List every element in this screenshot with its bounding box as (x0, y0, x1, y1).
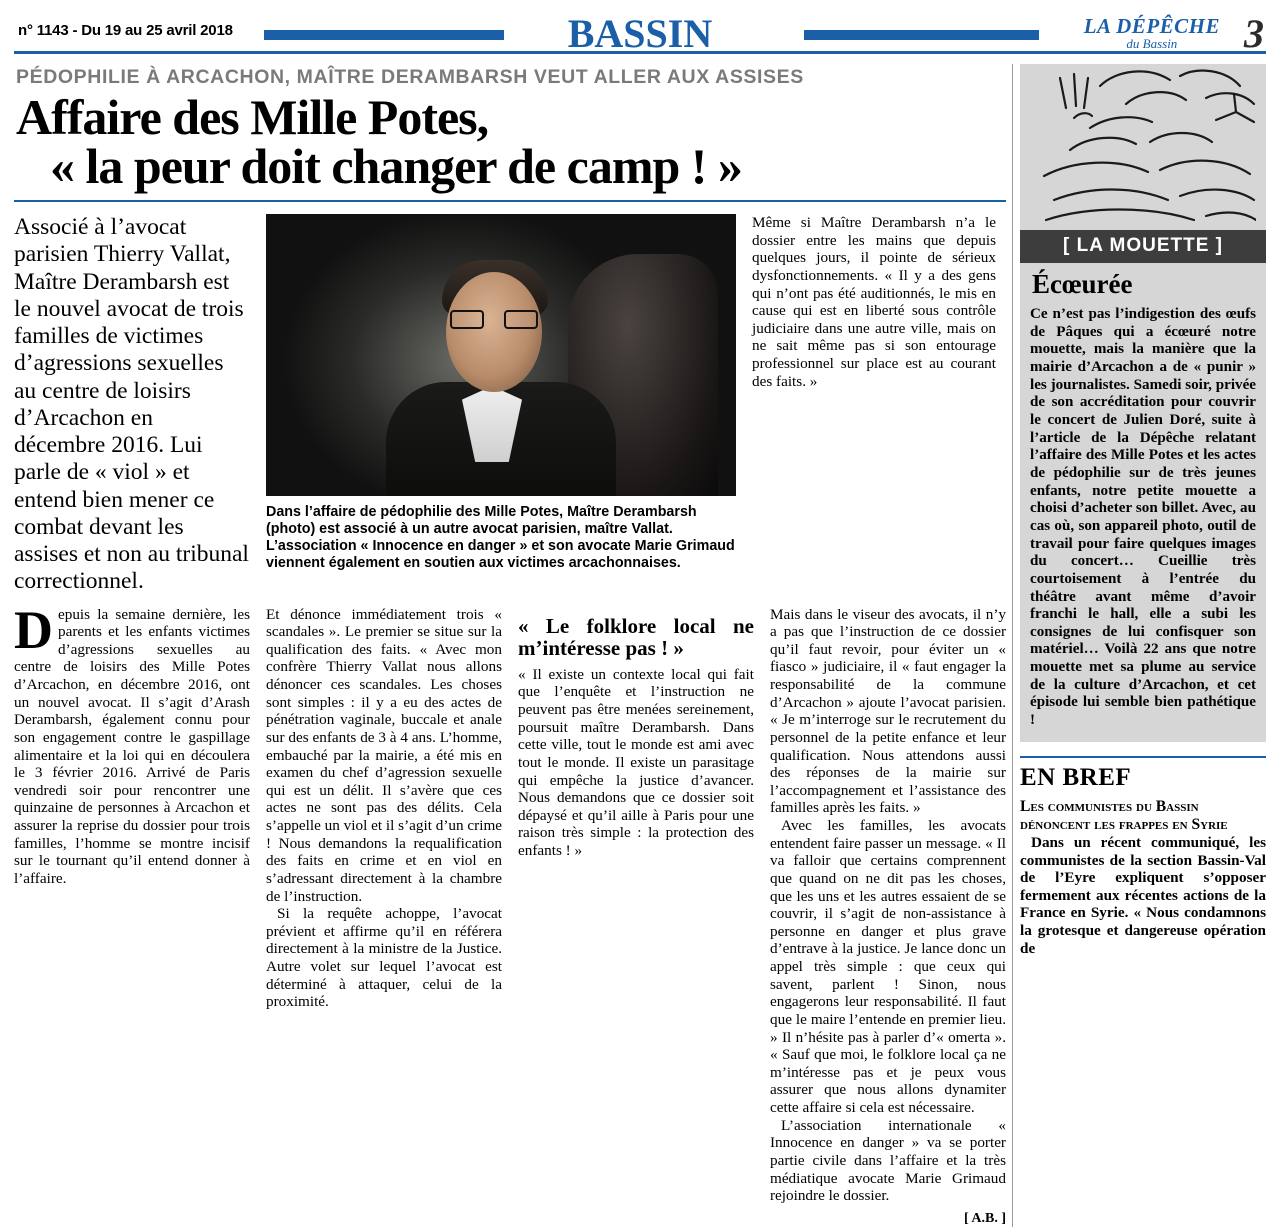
enbref-lead: Les communistes du Bassin dénoncent les frappes en Syrie (1020, 797, 1228, 833)
article-photo-block (266, 214, 736, 596)
article-standfirst: Associé à l’avocat parisien Thierry Vallat, Maître Derambarsh est le nouvel avocat de trois familles de victimes d’agressions sexuelles au centre de loisirs d’Arcachon en décembre 2016. Lui parle de « viol » et entend bien mener ce combat devant les assises et non au tribunal correctionnel. (14, 214, 249, 595)
mouette-box (1020, 64, 1266, 742)
issue-line: n° 1143 - Du 19 au 25 avril 2018 (18, 22, 233, 39)
lead-paragraph (14, 599, 250, 888)
headline-line-1: Affaire des Mille Potes, (16, 89, 489, 145)
masthead (14, 8, 1266, 54)
headline-line-2: « la peur doit changer de camp ! » (50, 137, 742, 194)
logo-line-1: LA DÉPÊCHE (1083, 14, 1220, 38)
article-kicker: PÉDOPHILIE À ARCACHON, MAÎTRE DERAMBARSH VEUT ALLER AUX ASSISES (16, 66, 804, 88)
paragraph: epuis la semaine dernière, les parents et les enfants victimes d’agressions sexuelles au centre de loisirs des Mille Potes d’Arcachon, en décembre 2016, ont un nouvel avocat. Il s’agit d’Arash Derambarsh, également connu pour son engagement contre le gaspillage alimentaire et la loi qui en découlera le 3 février 2016. Arrivé de Paris vendredi soir pour rencontrer une quinzaine de personnes à Arcachon et assurer la reprise du dossier pour trois familles, l’homme se montre incisif sur le tournant qu’il entend donner à l’affaire. (14, 605, 250, 887)
article-column-1 (14, 599, 250, 1227)
article-byline: [ A.B. ] (964, 1210, 1006, 1226)
article-column-2 (266, 606, 502, 1227)
enbref-title: EN BREF (1020, 763, 1132, 791)
mouette-text: Ce n’est pas l’indigestion des œufs de Pâques qui a écœuré notre mouette, mais la manière que la mairie d’Arcachon a de « punir » les journalistes. Samedi soir, privée de son accréditation pour couvrir le concert de Julien Doré, suite à l’article de la Dépêche relatant l’affaire des Mille Potes et les actes de pédophilie sur de très jeunes enfants, notre petite mouette a choisi d’acheter son billet. Avec, au cas où, son appareil photo, outil de travail pour faire quelques images du concert… Cueillie très courtoisement à l’entrée du théâtre avant même d’avoir franchi le hall, elle a subi les consignes de lui confisquer son matériel… Voilà 22 ans que notre mouette met sa plume au service de la culture d’Arcachon, et cet épisode lui semble bien pathétique ! (1030, 306, 1256, 729)
glasses-icon (450, 310, 538, 330)
page-content (14, 64, 1266, 1227)
masthead-rule-right (804, 30, 1039, 40)
mouette-tag: [ LA MOUETTE ] (1020, 230, 1266, 263)
article-headline (16, 89, 1006, 194)
paragraph: Même si Maître Derambarsh n’a le dossier entre les mains que depuis quelques jours, il pointe de sérieux dysfonctionnements. « Il y a des gens qui n’ont pas été auditionnés, le mis en cause qui est en liberté sous contrôle judiciaire dans une autre ville, mais on ne sait même pas si son entourage professionnel sur place est au courant des faits. » (752, 214, 996, 390)
sidebar (1020, 64, 1266, 1227)
article-photo (266, 214, 736, 496)
mouette-title: Écœurée (1032, 269, 1133, 299)
article-subheading: « Le folklore local ne m’intéresse pas ! » (518, 613, 754, 661)
paragraph: Mais dans le viseur des avocats, il n’y a pas que l’instruction de ce dossier qu’il faut revoir, pour éviter un « fiasco » judiciaire, il « faut engager la responsabilité de la commune d’Arcachon » ajoute l’avocat parisien. « Je m’interroge sur le recrutement du personnel de la petite enfance et leur qualification. Nous attendons aussi des réponses de la mairie sur l’accompagnement et l’assistance des familles après les faits. » (770, 605, 1006, 817)
paragraph: L’association internationale « Innocence en danger » va se porter partie civile dans l’affaire et la très médiatique avocate Marie Grimaud rejoindre le dossier. (770, 1116, 1006, 1205)
paragraph: Et dénonce immédiatement trois « scandales ». Le premier se situe sur la qualification des faits. « Avec mon confrère Thierry Vallat nous allons dénoncer ces scandales. Les choses sont simples : il y a eu des actes de pénétration vaginale, buccale et anale sur des enfants de 3 à 4 ans. L’homme, embauché par la mairie, a été mis en examen du chef d’agression sexuelle qui est un délit. Il s’avère que ces actes ne sont pas des délits. Cela s’appelle un viol et il s’agit d’un crime ! Nous demandons la requalification des faits en crime et en viol en s’adressant directement à la chambre de l’instruction. (266, 605, 502, 905)
newspaper-logo (1084, 14, 1220, 52)
article-column-top-right (752, 214, 996, 596)
section-title: BASSIN (567, 11, 713, 56)
page-number: 3 (1244, 11, 1264, 56)
paragraph: « Il existe un contexte local qui fait que l’enquête et l’instruction ne peuvent pas être menées sereinement, poursuit maître Derambarsh. Dans cette ville, tout le monde est ami avec tout le monde. Il existe un parasitage qui empêche la justice d’avancer. Nous demandons que ce dossier soit dépaysé et qu’il aille à Paris pour une raison très simple : la protection des enfants ! » (518, 665, 754, 860)
article-lower-columns (14, 599, 1006, 1227)
column-divider (1012, 64, 1013, 1227)
headline-rule (14, 200, 1006, 202)
enbref-rule (1020, 756, 1266, 758)
logo-line-2: du Bassin (1126, 36, 1178, 51)
article-top-area (14, 214, 1006, 596)
paragraph: Avec les familles, les avocats entendent faire passer un message. « Il va falloir que certains comprennent que quand on ne dit pas les choses, que les uns et les autres essaient de se couvrir, il s’agit de non-assistance à personne en danger et plus grave d’entrave à la justice. Je lance donc un appel très simple : que ceux qui savent, parlent ! Sinon, nous engagerons leur responsabilité. Il faut que le maire l’entende en premier lieu. » Il n’hésite pas à parler d’« omerta ». « Sauf que moi, le folklore local ça ne m’intéresse pas et je peux vous assurer que nous allons dynamiter cette affaire si cela est nécessaire. (770, 817, 1006, 1116)
seagull-illustration-icon (1030, 64, 1256, 230)
article-column-3 (518, 606, 754, 1227)
photo-caption: Dans l’affaire de pédophilie des Mille Potes, Maître Derambarsh (photo) est associé à un autre avocat parisien, maître Vallat. L’association « Innocence en danger » et son avocate Marie Grimaud viennent également en soutien aux victimes arcachonnaises. (266, 504, 735, 572)
paragraph: Si la requête achoppe, l’avocat prévient et affirme qu’il en référera directement à la ministre de la Justice. Autre volet sur lequel l’avocat est déterminé à attaquer, celui de la proximité. (266, 905, 502, 1011)
photo-subject-face (446, 272, 542, 392)
main-article (14, 64, 1006, 1227)
enbref-body: Dans un récent communiqué, les communistes de la section Bassin-Val de l’Eyre expliquent s’opposer fermement aux récentes actions de la France en Syrie. « Nous condamnons la grotesque et dangereuse opération de (1020, 833, 1266, 957)
drop-cap: D (14, 599, 53, 660)
article-column-4 (770, 606, 1006, 1227)
